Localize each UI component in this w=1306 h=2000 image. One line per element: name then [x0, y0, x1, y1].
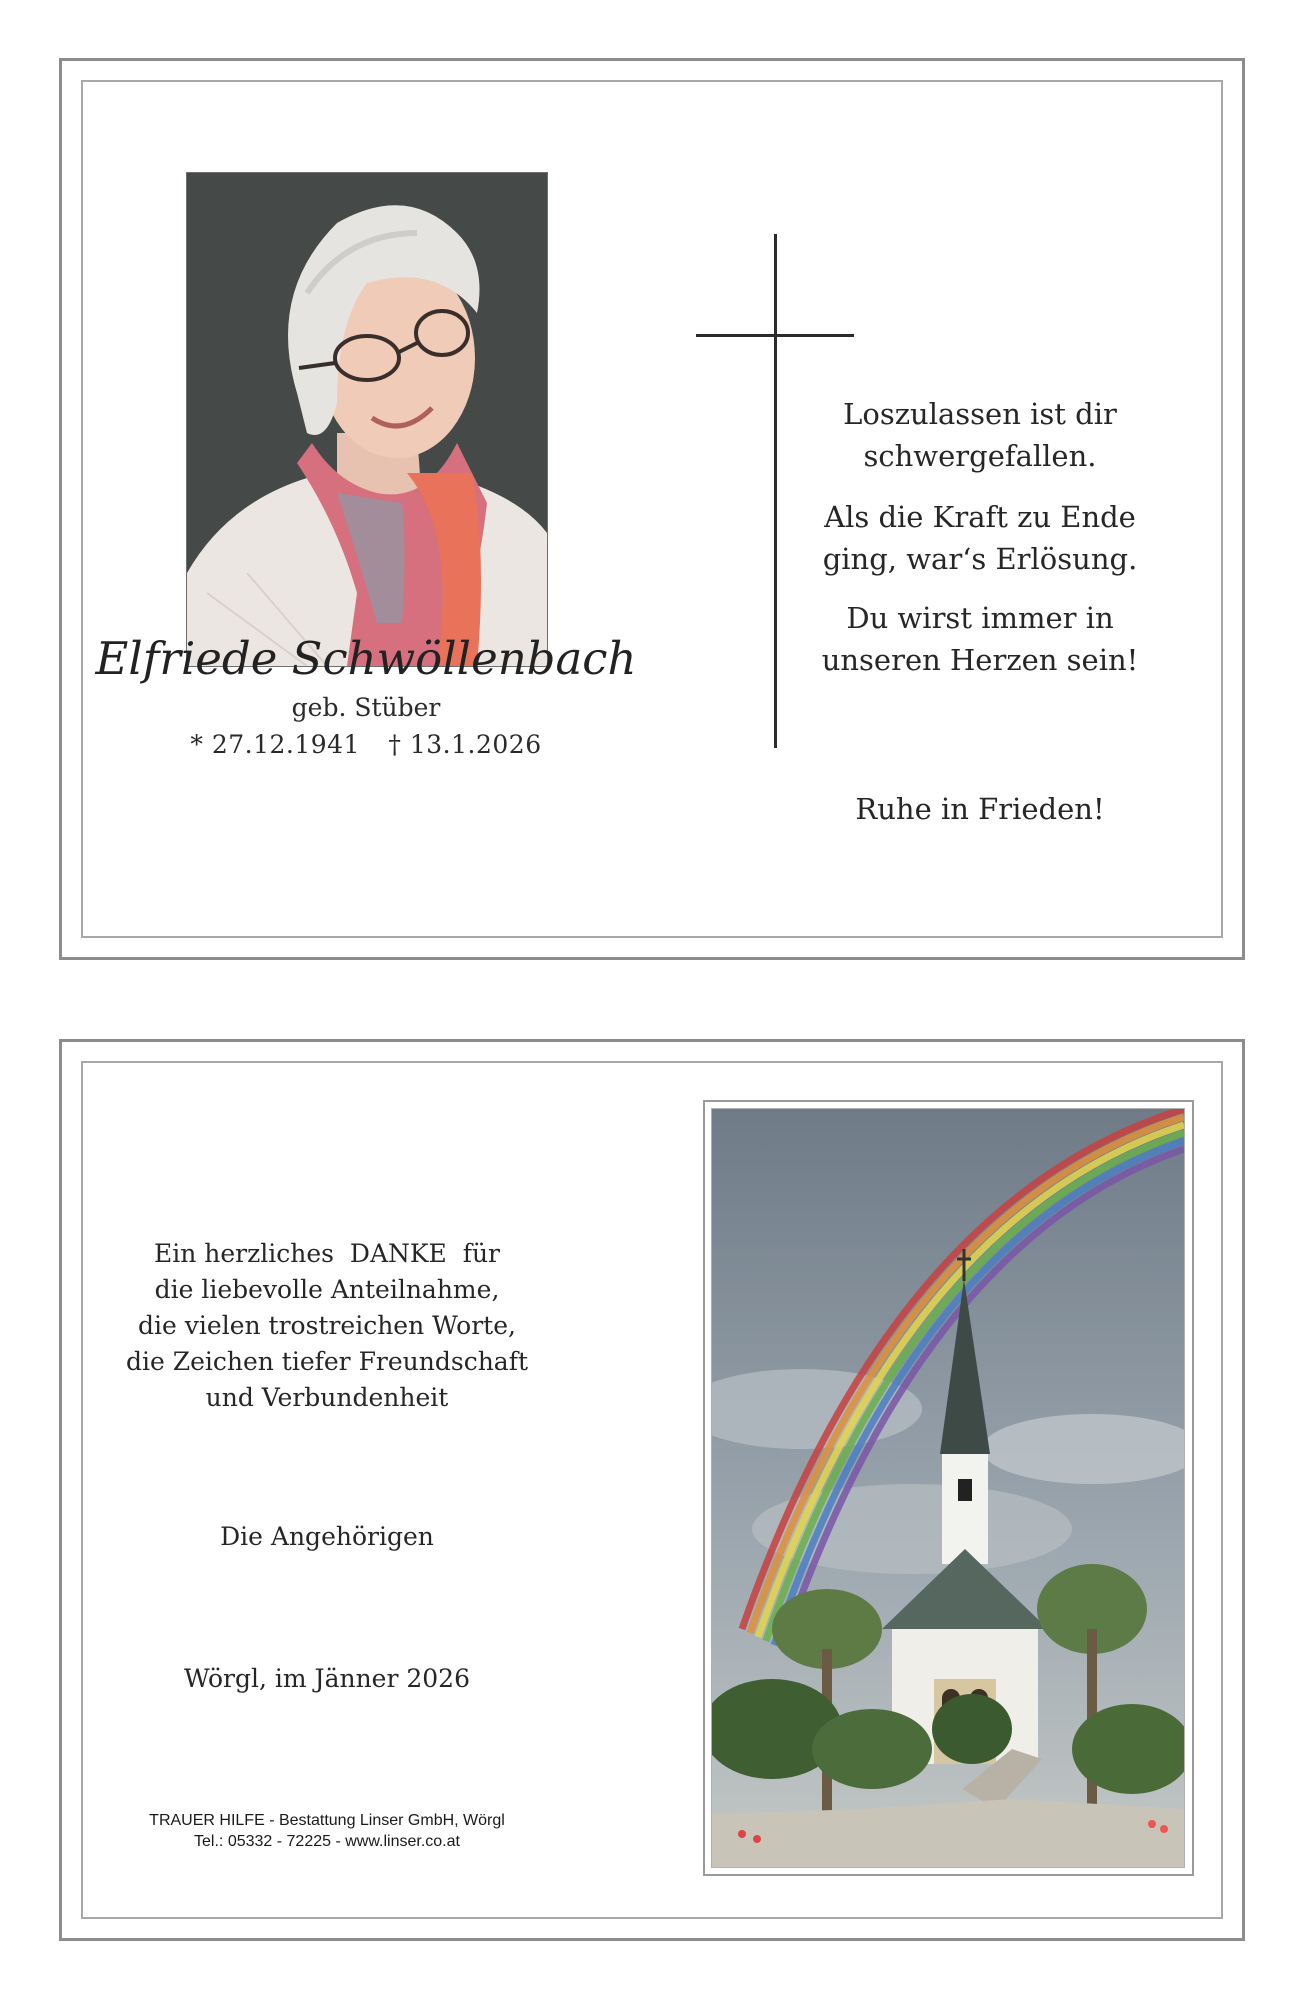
death-date: † 13.1.2026	[388, 730, 542, 759]
thanks-line: und Verbundenheit	[205, 1383, 449, 1412]
birth-name: geb. Stüber	[291, 693, 441, 722]
life-dates	[59, 730, 673, 759]
undertaker-info	[117, 1810, 537, 1852]
cross-horizontal-bar	[696, 334, 854, 337]
verse-stanza-1	[780, 393, 1180, 477]
undertaker-name: TRAUER HILFE - Bestattung Linser GmbH, Wörgl	[149, 1812, 505, 1829]
thanks-line: die Zeichen tiefer Freundschaft	[125, 1347, 529, 1376]
verse-line: Loszulassen ist dir	[843, 397, 1117, 431]
verse-line: schwergefallen.	[863, 439, 1097, 473]
relatives-signature: Die Angehörigen	[220, 1522, 434, 1551]
verse-stanza-3	[780, 597, 1180, 681]
undertaker-contact: Tel.: 05332 - 72225 - www.linser.co.at	[194, 1833, 460, 1850]
chapel-rainbow-photo	[711, 1108, 1185, 1868]
birth-date: * 27.12.1941	[190, 730, 360, 759]
place-date: Wörgl, im Jänner 2026	[184, 1664, 470, 1693]
verse-line: ging, war‘s Erlösung.	[822, 542, 1138, 576]
deceased-name: Elfriede Schwöllenbach	[95, 632, 637, 685]
thanks-message	[117, 1236, 537, 1416]
verse-stanza-2	[780, 496, 1180, 580]
verse-line: Als die Kraft zu Ende	[824, 500, 1136, 534]
cross-vertical-bar	[774, 234, 777, 748]
thanks-line: Ein herzliches DANKE für	[153, 1239, 501, 1268]
verse-line: Ruhe in Frieden!	[855, 792, 1105, 826]
portrait-photo	[186, 172, 548, 667]
thanks-line: die vielen trostreichen Worte,	[138, 1311, 516, 1340]
verse-line: Du wirst immer in	[846, 601, 1114, 635]
thanks-line: die liebevolle Anteilnahme,	[154, 1275, 500, 1304]
verse-closing	[780, 788, 1180, 830]
verse-line: unseren Herzen sein!	[821, 643, 1139, 677]
